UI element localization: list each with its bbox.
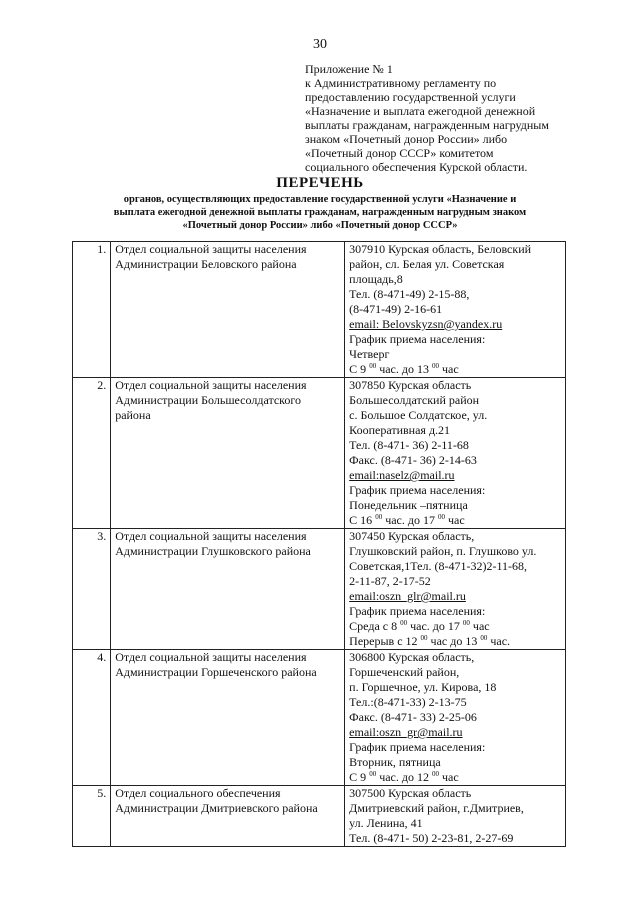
table-row	[73, 529, 566, 650]
table-row	[73, 650, 566, 786]
contact-line: 2-11-87, 2-17-52	[349, 574, 431, 588]
table-row	[73, 242, 566, 378]
organization-line: Администрации Горшеченского района	[115, 665, 317, 679]
email-address[interactable]: email:oszn_gr@mail.ru	[349, 725, 463, 739]
reception-hours: С 9 $^{00}$ час. до 12 $^{00}$ час	[349, 770, 459, 784]
contact-line: Советская,1Тел. (8-471-32)2-11-68,	[349, 559, 528, 573]
contact-line: Вторник, пятница	[349, 755, 441, 769]
organization-cell	[111, 242, 345, 378]
organization-cell	[111, 378, 345, 529]
organization-line: Отдел социального обеспечения	[115, 786, 281, 800]
reception-hours: Перерыв с 12 $^{00}$ час до 13 $^{00}$ час.	[349, 634, 511, 648]
contact-line: Дмитриевский район, г.Дмитриев,	[349, 801, 524, 815]
contact-line: Большесолдатский район	[349, 393, 480, 407]
appendix-line: знаком «Почетный донор России» либо	[305, 132, 508, 146]
contact-line: Факс. (8-471- 36) 2-14-63	[349, 453, 477, 467]
row-number: 2.	[73, 378, 111, 529]
contact-line: (8-471-49) 2-16-61	[349, 302, 443, 316]
organization-line: Отдел социальной защиты населения	[115, 529, 307, 543]
contact-line: с. Большое Солдатское, ул.	[349, 408, 488, 422]
email-address[interactable]: email:naselz@mail.ru	[349, 468, 455, 482]
agencies-table-body	[73, 242, 566, 847]
document-subtitle	[80, 193, 560, 232]
contact-line: район, сл. Белая ул. Советская	[349, 257, 505, 271]
contact-line: Кооперативная д.21	[349, 423, 451, 437]
contact-line: Тел. (8-471-49) 2-15-88,	[349, 287, 470, 301]
subtitle-line: органов, осуществляющих предоставление государственной услуги «Назначение и	[123, 194, 517, 205]
organization-line: Администрации Глушковского района	[115, 544, 311, 558]
table-row	[73, 786, 566, 847]
contact-line: Горшеченский район,	[349, 665, 460, 679]
email-address[interactable]: email: Belovskyzsn@yandex.ru	[349, 317, 503, 331]
document-title: ПЕРЕЧЕНЬ	[276, 175, 364, 191]
contact-line: ул. Ленина, 41	[349, 816, 423, 830]
contact-line: 307850 Курская область	[349, 378, 472, 392]
contact-cell	[345, 529, 566, 650]
reception-hours: С 16 $^{00}$ час. до 17 $^{00}$ час	[349, 513, 465, 527]
appendix-line: Приложение № 1	[305, 62, 393, 76]
appendix-line: предоставлению государственной услуги	[305, 90, 516, 104]
organization-cell	[111, 529, 345, 650]
organization-line: Отдел социальной защиты населения	[115, 242, 307, 256]
row-number: 4.	[73, 650, 111, 786]
subtitle-line: «Почетный донор России» либо «Почетный донор СССР»	[182, 220, 458, 231]
email-address[interactable]: email:oszn_glr@mail.ru	[349, 589, 466, 603]
appendix-line: «Назначение и выплата ежегодной денежной	[305, 104, 536, 118]
contact-cell	[345, 242, 566, 378]
reception-hours: С 9 $^{00}$ час. до 13 $^{00}$ час	[349, 362, 459, 376]
appendix-line: «Почетный донор СССР» комитетом	[305, 146, 494, 160]
appendix-line: к Административному регламенту по	[305, 76, 497, 90]
row-number: 5.	[73, 786, 111, 847]
contact-cell	[345, 786, 566, 847]
contact-line: площадь,8	[349, 272, 403, 286]
organization-cell	[111, 650, 345, 786]
contact-line: Глушковский район, п. Глушково ул.	[349, 544, 537, 558]
reception-hours: Среда с 8 $^{00}$ час. до 17 $^{00}$ час	[349, 619, 490, 633]
contact-line: 307910 Курская область, Беловский	[349, 242, 532, 256]
organization-line: Администрации Дмитриевского района	[115, 801, 318, 815]
contact-line: 306800 Курская область,	[349, 650, 475, 664]
table-row	[73, 378, 566, 529]
contact-line: График приема населения:	[349, 332, 486, 346]
contact-cell	[345, 378, 566, 529]
contact-line: п. Горшечное, ул. Кирова, 18	[349, 680, 497, 694]
organization-line: Отдел социальной защиты населения	[115, 378, 307, 392]
contact-line: 307500 Курская область	[349, 786, 472, 800]
contact-line: Тел. (8-471- 50) 2-23-81, 2-27-69	[349, 831, 514, 845]
contact-line: График приема населения:	[349, 483, 486, 497]
contact-line: Тел.:(8-471-33) 2-13-75	[349, 695, 467, 709]
appendix-line: выплаты гражданам, награжденным нагрудным	[305, 118, 549, 132]
appendix-note	[305, 62, 605, 174]
contact-line: График приема населения:	[349, 740, 486, 754]
subtitle-line: выплата ежегодной денежной выплаты гражданам, награжденным нагрудным знаком	[113, 207, 527, 218]
row-number: 3.	[73, 529, 111, 650]
organization-line: Администрации Беловского района	[115, 257, 297, 271]
contact-line: График приема населения:	[349, 604, 486, 618]
organization-cell	[111, 786, 345, 847]
organization-line: Администрации Большесолдатского	[115, 393, 302, 407]
agencies-table	[72, 241, 566, 847]
contact-line: Тел. (8-471- 36) 2-11-68	[349, 438, 469, 452]
contact-line: Факс. (8-471- 33) 2-25-06	[349, 710, 477, 724]
contact-line: Понедельник –пятница	[349, 498, 468, 512]
contact-cell	[345, 650, 566, 786]
appendix-line: социального обеспечения Курской области.	[305, 160, 528, 174]
contact-line: Четверг	[349, 347, 390, 361]
page-number: 30	[313, 37, 327, 52]
row-number: 1.	[73, 242, 111, 378]
organization-line: Отдел социальной защиты населения	[115, 650, 307, 664]
organization-line: района	[115, 408, 151, 422]
contact-line: 307450 Курская область,	[349, 529, 475, 543]
